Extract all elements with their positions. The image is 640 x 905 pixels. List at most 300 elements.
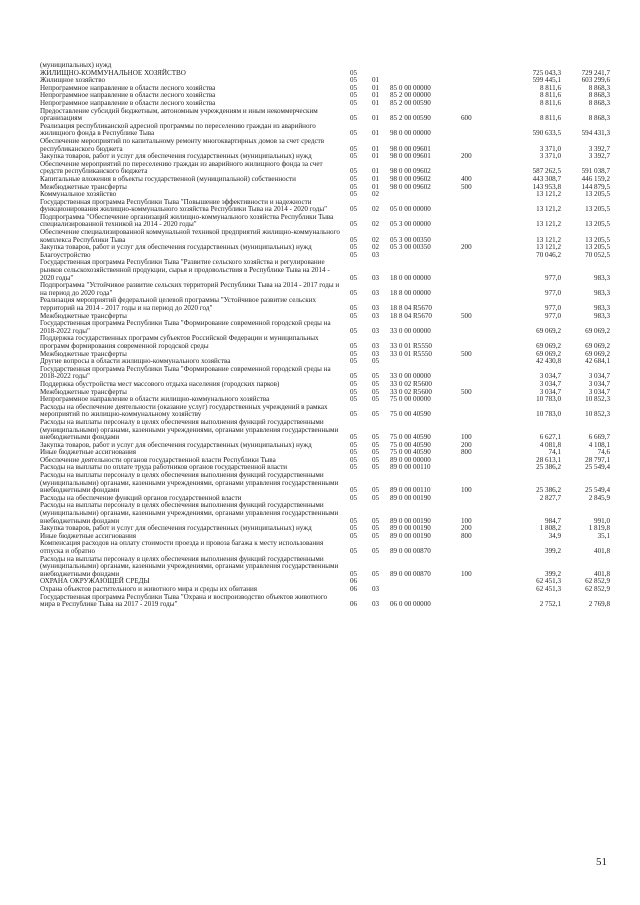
amount-year-1: 8 811,6 (539, 98, 561, 107)
row-name: Государственная программа Республики Тыва "Охрана и воспроизводство объектов животного мира в Республике Тыва на 2017 - 2019 годы" (40, 592, 328, 609)
subsection-code: 01 (372, 129, 380, 138)
section-code: 05 (350, 341, 358, 350)
section-code: 05 (350, 410, 358, 419)
amount-year-2: 991,0 (594, 516, 610, 525)
subsection-code: 02 (372, 235, 380, 244)
section-code: 05 (350, 493, 358, 502)
page-number: 51 (596, 856, 607, 868)
target-article-code: 05 0 00 00000 (390, 205, 431, 214)
amount-year-1: 977,0 (545, 273, 561, 282)
amount-year-1: 3 034,7 (539, 379, 561, 388)
amount-year-2: 69 069,2 (585, 341, 610, 350)
table-row (40, 540, 610, 555)
subsection-code: 03 (372, 326, 380, 335)
expense-type-code: 200 (461, 152, 472, 161)
table-row (40, 556, 610, 579)
expense-type-code: 100 (461, 433, 472, 442)
section-code: 05 (350, 440, 358, 449)
amount-year-1: 443 308,7 (532, 174, 561, 183)
expense-type-code: 800 (461, 448, 472, 457)
row-name: Непрограммное направление в области лесного хозяйства (40, 91, 216, 100)
amount-year-2: 4 108,1 (588, 440, 610, 449)
expense-type-code: 500 (461, 349, 472, 358)
row-name: Расходы на выплаты персоналу в целях обеспечения выполнения функций государственными (муниципальными) органами, казенными учреждениями, органами управления государственными внебюджетными фондами (40, 417, 339, 442)
table-row (40, 123, 610, 138)
row-name: Межбюджетные трансферты (40, 387, 127, 396)
target-article-code: 33 0 00 00000 (390, 326, 431, 335)
section-code: 05 (350, 569, 358, 578)
amount-year-1: 69 069,2 (536, 349, 561, 358)
target-article-code: 75 0 00 40590 (390, 440, 431, 449)
row-name: Непрограммное направление в области лесного хозяйства (40, 98, 216, 107)
amount-year-2: 401,8 (594, 569, 610, 578)
amount-year-2: 25 549,4 (585, 486, 610, 495)
section-code: 05 (350, 83, 358, 92)
amount-year-1: 13 121,2 (536, 205, 561, 214)
row-name: Компенсация расходов на оплату стоимости проезда и провоза багажа к месту использования отпуска и обратно (40, 539, 324, 555)
table-row (40, 184, 610, 192)
amount-year-2: 2 845,9 (588, 493, 610, 502)
target-article-code: 98 0 00 09602 (390, 167, 431, 176)
budget-table (40, 62, 610, 609)
subsection-code: 01 (372, 182, 380, 191)
amount-year-2: 983,3 (594, 311, 610, 320)
expense-type-code: 100 (461, 516, 472, 525)
target-article-code: 75 0 00 40590 (390, 448, 431, 457)
target-article-code: 06 0 00 00000 (390, 600, 431, 609)
amount-year-2: 13 205,5 (585, 235, 610, 244)
subsection-code: 01 (372, 152, 380, 161)
subsection-code: 03 (372, 304, 380, 312)
table-row (40, 404, 610, 419)
expense-type-code: 200 (461, 440, 472, 449)
row-name: Закупка товаров, работ и услуг для обеспечения государственных (муниципальных) нужд (40, 243, 312, 252)
row-name: Государственная программа Республики Тыва "Развитие сельского хозяйства и регулирование рынков сельскохозяйственной продукции, сырья и продовольствия в Республике Тыва на 2014 - 2020 годы" (40, 258, 330, 282)
amount-year-1: 984,7 (545, 516, 561, 525)
table-row (40, 320, 610, 335)
table-row (40, 419, 610, 442)
amount-year-1: 1 808,2 (539, 524, 561, 533)
expense-type-code: 100 (461, 486, 472, 495)
row-name: Расходы на выплаты персоналу в целях обеспечения выполнения функций государственными (муниципальными) органами, казенными учреждениями, органами управления государственными внебюджетными фондами (40, 501, 339, 525)
amount-year-1: 4 081,8 (539, 440, 561, 449)
amount-year-1: 34,9 (548, 531, 561, 540)
amount-year-2: 1 819,8 (588, 524, 610, 533)
table-row (40, 335, 610, 350)
subsection-code: 05 (372, 387, 380, 396)
amount-year-1: 13 121,2 (536, 243, 561, 252)
row-name: Расходы на обеспечение функций органов государственной власти (40, 493, 242, 502)
amount-year-2: 8 868,3 (588, 83, 610, 92)
expense-type-code: 100 (461, 569, 472, 578)
target-article-code: 89 0 00 00000 (390, 455, 431, 464)
row-name: ЖИЛИЩНО-КОММУНАЛЬНОЕ ХОЗЯЙСТВО (40, 68, 186, 77)
target-article-code: 33 0 01 R5550 (390, 349, 432, 358)
row-name: Закупка товаров, работ и услуг для обеспечения государственных (муниципальных) нужд (40, 524, 312, 533)
amount-year-2: 13 205,5 (585, 190, 610, 199)
subsection-code: 01 (372, 83, 380, 92)
subsection-code: 05 (372, 448, 380, 457)
target-article-code: 89 0 00 00190 (390, 524, 431, 533)
section-code: 05 (350, 76, 358, 85)
section-code: 05 (350, 220, 358, 229)
amount-year-1: 42 430,8 (536, 357, 561, 366)
amount-year-1: 28 613,1 (536, 455, 561, 464)
subsection-code: 05 (372, 410, 380, 419)
subsection-code: 01 (372, 98, 380, 107)
amount-year-1: 25 386,2 (536, 486, 561, 495)
section-code: 05 (350, 174, 358, 183)
amount-year-1: 10 783,0 (536, 410, 561, 419)
amount-year-1: 977,0 (545, 311, 561, 320)
amount-year-2: 983,3 (594, 273, 610, 282)
amount-year-2: 144 879,5 (581, 182, 610, 191)
target-article-code: 75 0 00 40590 (390, 410, 431, 419)
subsection-code: 03 (372, 311, 380, 320)
amount-year-2: 8 868,3 (588, 114, 610, 123)
expense-type-code: 500 (461, 311, 472, 320)
table-row (40, 108, 610, 123)
amount-year-2: 983,3 (594, 304, 610, 312)
section-code: 05 (350, 357, 358, 366)
section-code: 05 (350, 129, 358, 138)
section-code: 06 (350, 600, 358, 609)
amount-year-1: 69 069,2 (536, 341, 561, 350)
subsection-code: 01 (372, 167, 380, 176)
amount-year-2: 10 852,3 (585, 410, 610, 419)
subsection-code: 02 (372, 190, 380, 199)
section-code: 05 (350, 68, 358, 77)
amount-year-2: 70 052,5 (585, 250, 610, 259)
subsection-code: 05 (372, 486, 380, 495)
row-name: Межбюджетные трансферты (40, 349, 127, 358)
target-article-code: 18 8 00 00000 (390, 288, 431, 297)
row-name: Предоставление субсидий бюджетным, автономным учреждениям и иным некоммерческим организациям (40, 106, 318, 123)
target-article-code: 33 0 02 R5600 (390, 387, 432, 396)
section-code: 05 (350, 288, 358, 297)
row-name: Закупка товаров, работ и услуг для обеспечения государственных (муниципальных) нужд (40, 152, 312, 161)
amount-year-2: 3 034,7 (588, 372, 610, 381)
subsection-code: 03 (372, 250, 380, 259)
table-row (40, 214, 610, 229)
expense-type-code: 200 (461, 524, 472, 533)
amount-year-1: 590 633,5 (532, 129, 561, 138)
subsection-code: 03 (372, 288, 380, 297)
amount-year-1: 8 811,6 (539, 91, 561, 100)
section-code: 05 (350, 182, 358, 191)
target-article-code: 98 0 00 09601 (390, 144, 431, 153)
target-article-code: 05 3 00 00000 (390, 220, 431, 229)
amount-year-2: 62 852,9 (585, 577, 610, 586)
section-code: 05 (350, 304, 358, 312)
amount-year-2: 35,1 (597, 531, 610, 540)
section-code: 05 (350, 531, 358, 540)
amount-year-2: 6 669,7 (588, 433, 610, 442)
section-code: 05 (350, 455, 358, 464)
row-name: Расходы на выплаты персоналу в целях обеспечения выполнения функций государственными (муниципальными) органами, казенными учреждениями, органами управления государственными внебюджетными фондами (40, 471, 339, 495)
subsection-code: 03 (372, 273, 380, 282)
amount-year-1: 6 627,1 (539, 433, 561, 442)
subsection-code: 03 (372, 341, 380, 350)
table-row (40, 472, 610, 495)
subsection-code: 05 (372, 524, 380, 533)
amount-year-1: 74,1 (548, 448, 561, 457)
row-name: Обеспечение мероприятий по капитальному ремонту многоквартирных домов за счет средств республиканского бюджета (40, 136, 325, 153)
row-name: Поддержка государственных программ субъектов Российской Федерации и муниципальных программ формирования современной городской среды (40, 334, 319, 350)
row-name: Государственная программа Республики Тыва "Повышение эффективности и надежности функционирования жилищно-коммунального хозяйства Республики Тыва на 2014 - 2020 годы" (40, 197, 327, 214)
amount-year-1: 13 121,2 (536, 220, 561, 229)
amount-year-2: 69 069,2 (585, 326, 610, 335)
section-code: 05 (350, 243, 358, 252)
row-name: Закупка товаров, работ и услуг для обеспечения государственных (муниципальных) нужд (40, 440, 312, 449)
amount-year-1: 3 371,0 (539, 152, 561, 161)
amount-year-2: 729 241,7 (581, 68, 610, 77)
expense-type-code: 200 (461, 243, 472, 252)
section-code: 05 (350, 311, 358, 320)
expense-type-code: 600 (461, 114, 472, 123)
target-article-code: 18 0 00 00000 (390, 273, 431, 282)
expense-type-code: 400 (461, 174, 472, 183)
row-name: Обеспечение деятельности органов государственной власти Республики Тыва (40, 455, 276, 464)
amount-year-2: 13 205,5 (585, 205, 610, 214)
row-name: Расходы на выплаты персоналу в целях обеспечения выполнения функций государственными (муниципальными) органами, казенными учреждениями, органами управления государственными внебюджетными фондами (40, 554, 339, 578)
subsection-code: 05 (372, 379, 380, 388)
row-name: ОХРАНА ОКРУЖАЮЩЕЙ СРЕДЫ (40, 577, 150, 586)
row-name: Межбюджетные трансферты (40, 182, 127, 191)
amount-year-2: 13 205,5 (585, 243, 610, 252)
row-name: Коммунальное хозяйство (40, 190, 117, 199)
subsection-code: 05 (372, 357, 380, 366)
section-code: 05 (350, 516, 358, 525)
subsection-code: 05 (372, 372, 380, 381)
amount-year-1: 70 046,2 (536, 250, 561, 259)
subsection-code: 02 (372, 205, 380, 214)
amount-year-2: 74,6 (597, 448, 610, 457)
amount-year-2: 401,8 (594, 547, 610, 555)
amount-year-2: 3 392,7 (588, 152, 610, 161)
amount-year-2: 62 852,9 (585, 584, 610, 593)
section-code: 05 (350, 463, 358, 472)
amount-year-1: 10 783,0 (536, 395, 561, 404)
section-code: 05 (350, 395, 358, 404)
row-name: Другие вопросы в области жилищно-коммунального хозяйства (40, 357, 231, 366)
amount-year-1: 69 069,2 (536, 326, 561, 335)
amount-year-1: 399,2 (545, 569, 561, 578)
target-article-code: 98 0 00 09602 (390, 174, 431, 183)
target-article-code: 33 0 00 00000 (390, 372, 431, 381)
subsection-code: 05 (372, 493, 380, 502)
row-name: Обеспечение мероприятий по переселению граждан из аварийного жилищного фонда за счет средств республиканского бюджета (40, 159, 323, 176)
target-article-code: 89 0 00 00190 (390, 531, 431, 540)
target-article-code: 85 2 00 00590 (390, 114, 431, 123)
target-article-code: 89 0 00 00190 (390, 493, 431, 502)
expense-type-code: 800 (461, 531, 472, 540)
table-row (40, 594, 610, 609)
subsection-code: 05 (372, 531, 380, 540)
row-name: Жилищное хозяйство (40, 76, 106, 85)
target-article-code: 89 0 00 00110 (390, 486, 431, 495)
section-code: 05 (350, 98, 358, 107)
amount-year-1: 3 034,7 (539, 387, 561, 396)
target-article-code: 85 0 00 00000 (390, 83, 431, 92)
amount-year-1: 2 827,7 (539, 493, 561, 502)
amount-year-1: 3 371,0 (539, 144, 561, 153)
row-name: Расходы на обеспечение деятельности (оказание услуг) государственных учреждений в рамках мероприятий по жилищно-коммунальному хозяйству (40, 402, 328, 419)
row-name: (муниципальных) нужд (40, 61, 112, 69)
amount-year-2: 2 769,8 (588, 600, 610, 609)
amount-year-2: 8 868,3 (588, 98, 610, 107)
row-name: Реализация мероприятий федеральной целевой программы "Устойчивое развитие сельских территорий на 2014 - 2017 годы и на период до 2020 год" (40, 296, 317, 312)
section-code: 05 (350, 250, 358, 259)
section-code: 05 (350, 448, 358, 457)
section-code: 05 (350, 114, 358, 123)
row-name: Благоустройство (40, 250, 91, 259)
amount-year-2: 3 034,7 (588, 387, 610, 396)
subsection-code: 05 (372, 440, 380, 449)
row-name: Обеспечение специализированной коммунальной техникой предприятий жилищно-коммунального комплекса Республики Тыва (40, 228, 340, 244)
section-code: 05 (350, 372, 358, 381)
amount-year-2: 446 159,2 (581, 174, 610, 183)
subsection-code: 01 (372, 91, 380, 100)
target-article-code: 89 0 00 00870 (390, 547, 431, 555)
amount-year-2: 13 205,5 (585, 220, 610, 229)
amount-year-1: 399,2 (545, 547, 561, 555)
section-code: 05 (350, 190, 358, 199)
table-row (40, 502, 610, 525)
amount-year-1: 587 262,5 (532, 167, 561, 176)
section-code: 05 (350, 349, 358, 358)
row-name: Государственная программа Республики Тыва "Формирование современной городской среды на 2018-2022 годы" (40, 364, 331, 381)
table-row (40, 282, 610, 297)
expense-type-code: 500 (461, 182, 472, 191)
subsection-code: 02 (372, 220, 380, 229)
amount-year-1: 8 811,6 (539, 114, 561, 123)
amount-year-2: 603 299,6 (581, 76, 610, 85)
section-code: 05 (350, 486, 358, 495)
amount-year-2: 983,3 (594, 288, 610, 297)
amount-year-2: 3 034,7 (588, 379, 610, 388)
table-row (40, 297, 610, 312)
amount-year-2: 28 797,1 (585, 455, 610, 464)
row-name: Иные бюджетные ассигнования (40, 448, 137, 457)
subsection-code: 05 (372, 395, 380, 404)
subsection-code: 03 (372, 349, 380, 358)
row-name: Непрограммное направление в области лесного хозяйства (40, 83, 216, 92)
row-name: Расходы на выплаты по оплате труда работников органов государственной власти (40, 463, 288, 472)
subsection-code: 03 (372, 600, 380, 609)
target-article-code: 05 3 00 00350 (390, 235, 431, 244)
row-name: Иные бюджетные ассигнования (40, 531, 137, 540)
row-name: Непрограммное направление в области жилищно-коммунального хозяйства (40, 395, 270, 404)
row-name: Поддержка обустройства мест массового отдыха населения (городских парков) (40, 379, 280, 388)
subsection-code: 01 (372, 114, 380, 123)
amount-year-1: 13 121,2 (536, 235, 561, 244)
amount-year-1: 977,0 (545, 288, 561, 297)
amount-year-1: 599 445,1 (532, 76, 561, 85)
target-article-code: 18 8 04 R5670 (390, 311, 432, 320)
section-code: 05 (350, 235, 358, 244)
amount-year-1: 143 953,8 (532, 182, 561, 191)
row-name: Реализация республиканской адресной программы по переселению граждан из аварийного жилищного фонда в Республике Тыва (40, 121, 316, 138)
target-article-code: 05 3 00 00350 (390, 243, 431, 252)
target-article-code: 18 8 04 R5670 (390, 304, 432, 312)
target-article-code: 89 0 00 00870 (390, 569, 431, 578)
section-code: 05 (350, 387, 358, 396)
row-name: Капитальные вложения в объекты государственной (муниципальной) собственности (40, 174, 296, 183)
table-row (40, 244, 610, 252)
subsection-code: 02 (372, 243, 380, 252)
amount-year-1: 62 451,3 (536, 577, 561, 586)
table-row (40, 70, 610, 78)
section-code: 06 (350, 584, 358, 593)
amount-year-1: 62 451,3 (536, 584, 561, 593)
target-article-code: 33 0 01 R5550 (390, 341, 432, 350)
target-article-code: 33 0 02 R5600 (390, 379, 432, 388)
amount-year-2: 594 431,3 (581, 129, 610, 138)
section-code: 05 (350, 205, 358, 214)
amount-year-1: 977,0 (545, 304, 561, 312)
section-code: 05 (350, 91, 358, 100)
amount-year-2: 591 038,7 (581, 167, 610, 176)
subsection-code: 05 (372, 463, 380, 472)
amount-year-1: 25 386,2 (536, 463, 561, 472)
row-name: Межбюджетные трансферты (40, 311, 127, 320)
section-code: 05 (350, 273, 358, 282)
subsection-code: 05 (372, 516, 380, 525)
amount-year-2: 69 069,2 (585, 349, 610, 358)
amount-year-2: 8 868,3 (588, 91, 610, 100)
subsection-code: 05 (372, 433, 380, 442)
table-row (40, 138, 610, 153)
amount-year-2: 10 852,3 (585, 395, 610, 404)
row-name: Подпрограмма "Устойчивое развитие сельских территорий Республики Тыва на 2014 - 2017 годы и на период до 2020 года" (40, 281, 340, 297)
section-code: 05 (350, 144, 358, 153)
target-article-code: 89 0 00 00110 (390, 463, 431, 472)
subsection-code: 05 (372, 547, 380, 555)
table-row (40, 199, 610, 214)
target-article-code: 98 0 00 09602 (390, 182, 431, 191)
amount-year-1: 3 034,7 (539, 372, 561, 381)
section-code: 05 (350, 524, 358, 533)
table-row (40, 366, 610, 381)
section-code: 05 (350, 379, 358, 388)
expense-type-code: 500 (461, 387, 472, 396)
amount-year-1: 13 121,2 (536, 190, 561, 199)
subsection-code: 03 (372, 584, 380, 593)
subsection-code: 05 (372, 569, 380, 578)
amount-year-1: 2 752,1 (539, 600, 561, 609)
target-article-code: 85 2 00 00590 (390, 98, 431, 107)
subsection-code: 01 (372, 174, 380, 183)
target-article-code: 98 0 00 00000 (390, 129, 431, 138)
row-name: Подпрограмма "Обеспечение организаций жилищно-коммунального хозяйства Республики Тыва специализированной техникой на 2014 - 2020 годы" (40, 212, 334, 229)
amount-year-1: 8 811,6 (539, 83, 561, 92)
table-row (40, 259, 610, 282)
row-name: Охрана объектов растительного и животного мира и среды их обитания (40, 584, 258, 593)
amount-year-2: 42 684,1 (585, 357, 610, 366)
table-row (40, 161, 610, 176)
amount-year-2: 25 549,4 (585, 463, 610, 472)
row-name: Государственная программа Республики Тыва "Формирование современной городской среды на 2018-2022 годы" (40, 319, 331, 335)
section-code: 06 (350, 577, 358, 586)
section-code: 05 (350, 326, 358, 335)
section-code: 05 (350, 152, 358, 161)
target-article-code: 75 0 00 40590 (390, 433, 431, 442)
target-article-code: 85 2 00 00000 (390, 91, 431, 100)
target-article-code: 98 0 00 09601 (390, 152, 431, 161)
amount-year-2: 3 392,7 (588, 144, 610, 153)
section-code: 05 (350, 547, 358, 555)
